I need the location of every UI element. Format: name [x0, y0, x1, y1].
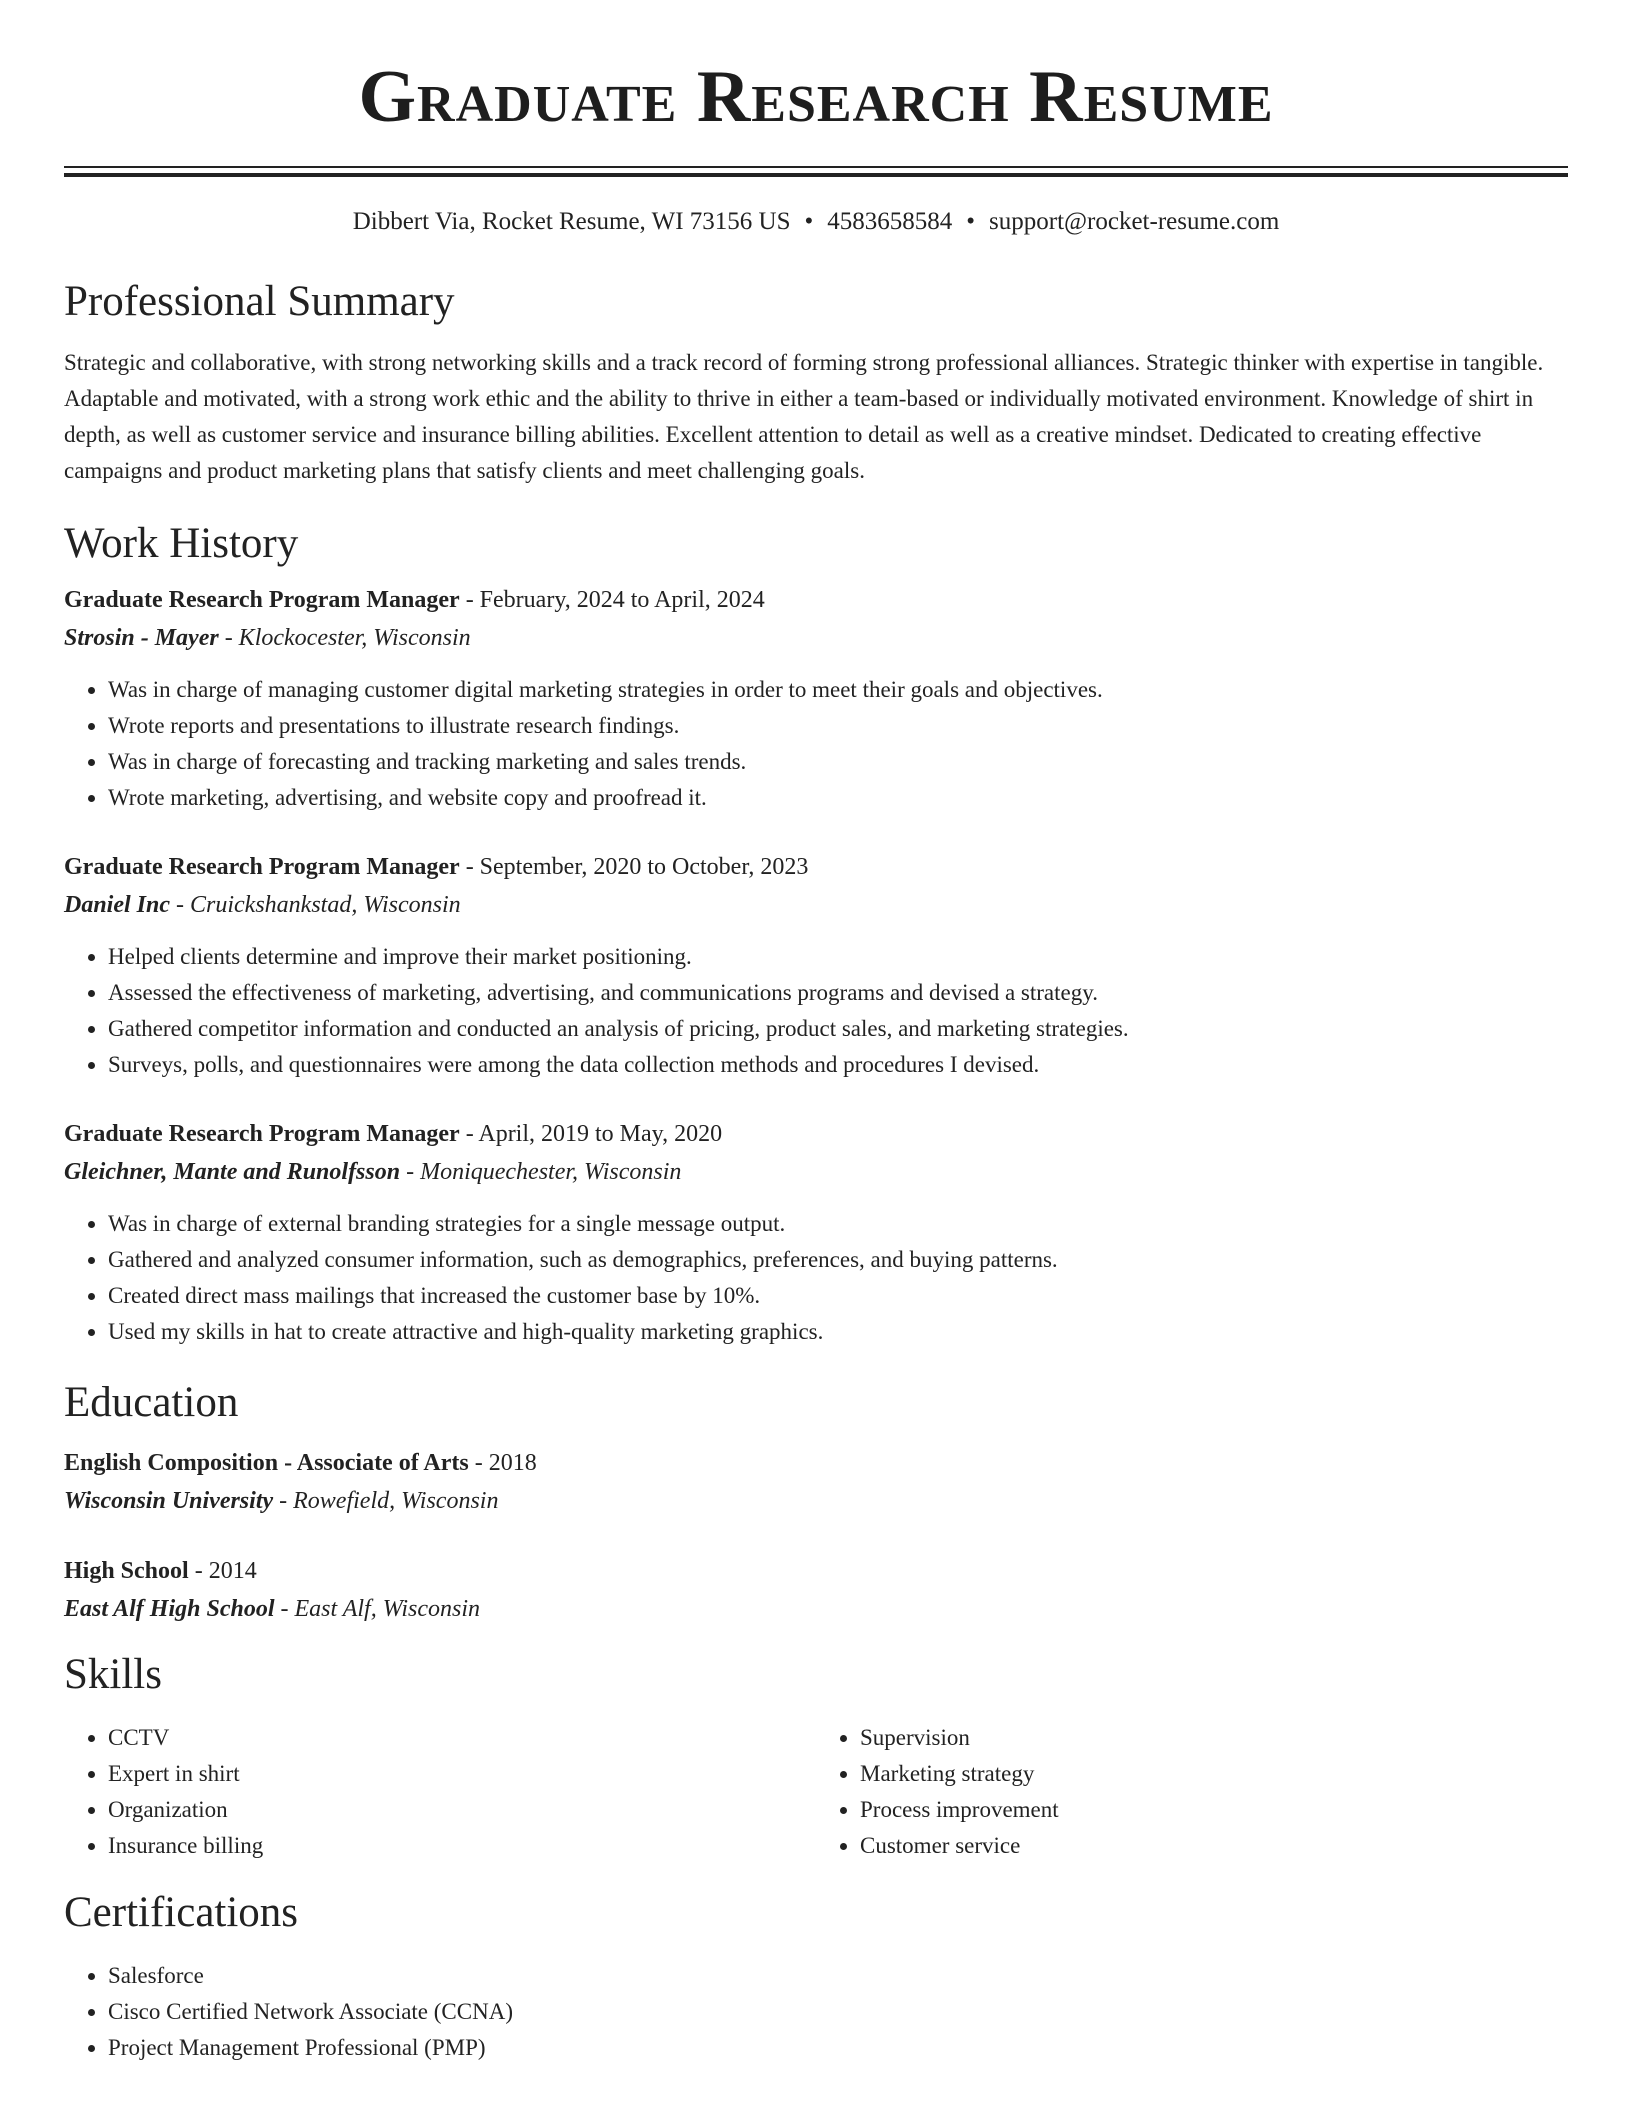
contact-phone: 4583658584: [827, 208, 953, 235]
degree: English Composition - Associate of Arts: [64, 1450, 469, 1476]
list-item: • Used my skills in hat to create attractive and high-quality marketing graphics.: [108, 1314, 1568, 1350]
job-company: Strosin - Mayer: [64, 625, 219, 651]
list-item: • Marketing strategy: [860, 1756, 1568, 1792]
list-item: • Cisco Certified Network Associate (CCNA): [108, 1994, 1568, 2030]
list-item: • Process improvement: [860, 1792, 1568, 1828]
list-item: • Was in charge of forecasting and tracking marketing and sales trends.: [108, 744, 1568, 780]
education-entry: [64, 1444, 1568, 1520]
certifications-heading: Certifications: [64, 1889, 299, 1936]
list-item: • Project Management Professional (PMP): [108, 2030, 1568, 2066]
contact-address: Dibbert Via, Rocket Resume, WI 73156 US: [352, 208, 791, 235]
school: East Alf High School: [64, 1596, 275, 1622]
degree-year: - 2014: [188, 1558, 257, 1584]
job-entry: [64, 848, 1568, 1083]
summary-text: Strategic and collaborative, with strong networking skills and a track record of forming strong professional alliances. Strategic thinker with expertise in tangible. Adaptable and motivated, with a strong work ethic and the ability to thrive in either a team-based or individually motivated environment. Knowledge of shirt in depth, as well as customer service and insurance billing abilities. Excellent attention to detail as well as a creative mindset. Dedicated to creating effective campaigns and product marketing plans that satisfy clients and meet challenging goals.: [64, 350, 1544, 483]
resume-page: [64, 0, 1568, 2066]
title-divider: [64, 166, 1568, 177]
job-location: - Cruickshankstad, Wisconsin: [170, 892, 461, 918]
list-item: • Was in charge of external branding strategies for a single message output.: [108, 1206, 1568, 1242]
job-dates: - April, 2019 to May, 2020: [459, 1121, 723, 1147]
job-dates: - February, 2024 to April, 2024: [459, 587, 765, 613]
degree-line: [64, 1552, 1568, 1590]
list-item: • Organization: [108, 1792, 816, 1828]
school-line: [64, 1482, 1568, 1520]
list-item: • Wrote marketing, advertising, and website copy and proofread it.: [108, 780, 1568, 816]
list-item: • Customer service: [860, 1828, 1568, 1864]
list-item: • Supervision: [860, 1720, 1568, 1756]
school-location: - East Alf, Wisconsin: [274, 1596, 481, 1622]
job-company: Gleichner, Mante and Runolfsson: [64, 1159, 401, 1185]
skills-list: [64, 1720, 1568, 1864]
education-heading: Education: [64, 1379, 239, 1426]
job-location: - Moniquechester, Wisconsin: [400, 1159, 682, 1185]
job-bullets: [64, 672, 1568, 816]
degree-line: [64, 1444, 1568, 1482]
list-item: • Created direct mass mailings that increased the customer base by 10%.: [108, 1278, 1568, 1314]
education-entry: [64, 1552, 1568, 1628]
job-location: - Klockocester, Wisconsin: [218, 625, 471, 651]
job-title-line: [64, 1115, 1568, 1153]
contact-separator: •: [966, 208, 976, 235]
job-bullets: [64, 1206, 1568, 1350]
job-entry: [64, 581, 1568, 816]
degree: High School: [64, 1558, 189, 1584]
job-company-line: [64, 886, 1568, 924]
skills-heading: Skills: [64, 1651, 162, 1698]
summary-heading: Professional Summary: [64, 278, 455, 325]
list-item: • Wrote reports and presentations to illustrate research findings.: [108, 708, 1568, 744]
job-title: Graduate Research Program Manager: [64, 854, 460, 880]
job-dates: - September, 2020 to October, 2023: [459, 854, 809, 880]
list-item: • Assessed the effectiveness of marketing, advertising, and communications programs and devised a strategy.: [108, 975, 1568, 1011]
job-bullets: [64, 939, 1568, 1083]
job-title: Graduate Research Program Manager: [64, 587, 460, 613]
resume-title: Graduate Research Resume: [358, 56, 1274, 138]
contact-email: support@rocket-resume.com: [989, 208, 1280, 235]
job-title-line: [64, 581, 1568, 619]
certifications-list: [64, 1958, 1568, 2066]
job-company-line: [64, 1153, 1568, 1191]
school: Wisconsin University: [64, 1488, 274, 1514]
list-item: • CCTV: [108, 1720, 816, 1756]
degree-year: - 2018: [468, 1450, 537, 1476]
job-entry: [64, 1115, 1568, 1350]
contact-separator: •: [804, 208, 814, 235]
list-item: • Expert in shirt: [108, 1756, 816, 1792]
skills-column-right: [816, 1720, 1568, 1864]
skills-column-left: [64, 1720, 816, 1864]
school-line: [64, 1590, 1568, 1628]
list-item: • Was in charge of managing customer digital marketing strategies in order to meet their goals and objectives.: [108, 672, 1568, 708]
work-history-heading: Work History: [64, 520, 299, 567]
contact-line: [64, 207, 1568, 237]
list-item: • Gathered competitor information and conducted an analysis of pricing, product sales, and marketing strategies.: [108, 1011, 1568, 1047]
list-item: • Helped clients determine and improve their market positioning.: [108, 939, 1568, 975]
list-item: • Salesforce: [108, 1958, 1568, 1994]
job-company: Daniel Inc: [64, 892, 171, 918]
list-item: • Insurance billing: [108, 1828, 816, 1864]
list-item: • Surveys, polls, and questionnaires were among the data collection methods and procedures I devised.: [108, 1047, 1568, 1083]
job-title: Graduate Research Program Manager: [64, 1121, 460, 1147]
job-company-line: [64, 619, 1568, 657]
list-item: • Gathered and analyzed consumer information, such as demographics, preferences, and buying patterns.: [108, 1242, 1568, 1278]
job-title-line: [64, 848, 1568, 886]
school-location: - Rowefield, Wisconsin: [273, 1488, 499, 1514]
